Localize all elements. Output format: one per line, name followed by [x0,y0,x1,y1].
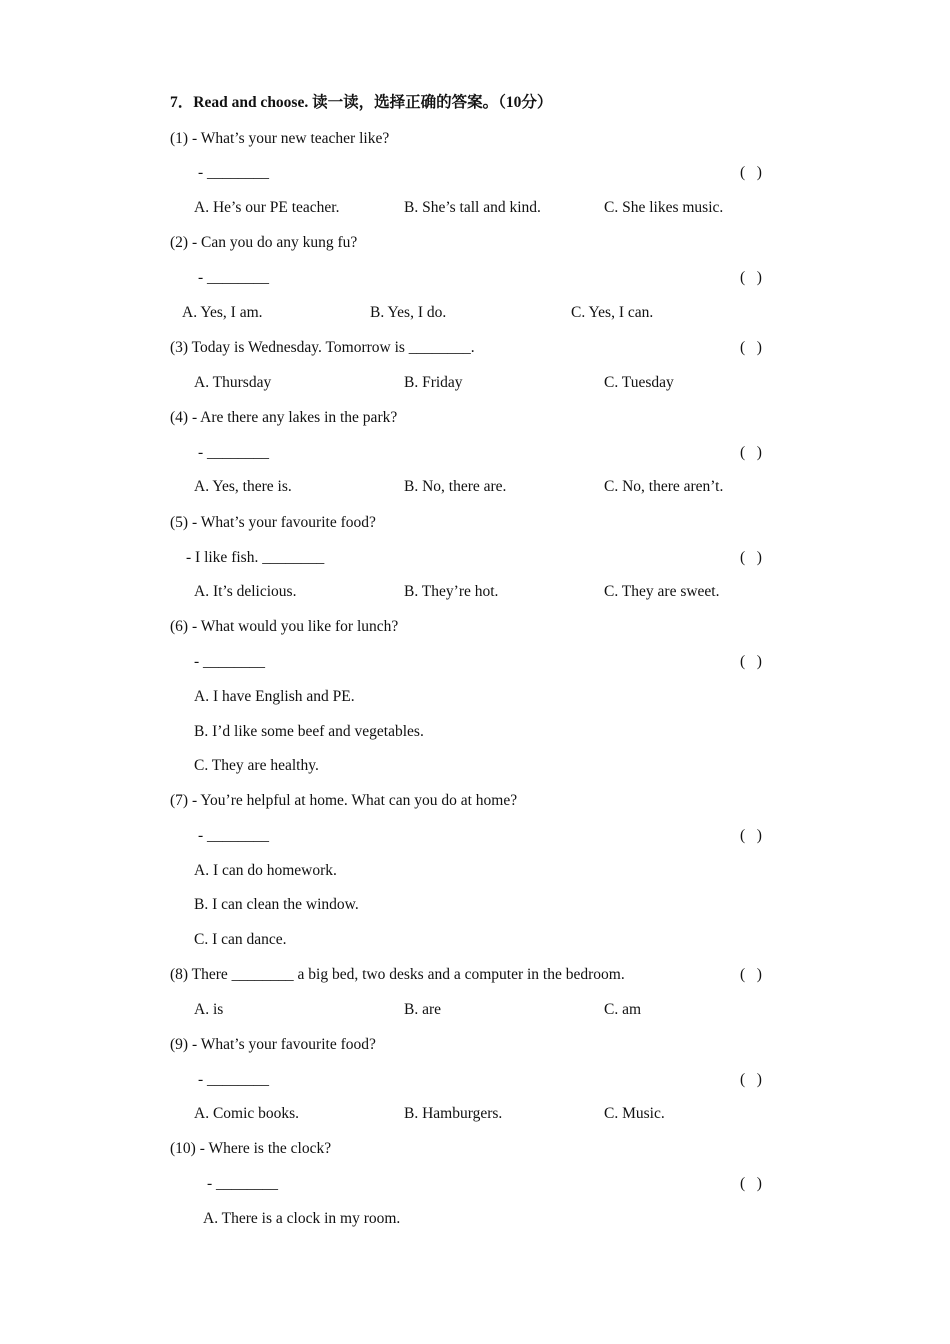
question-5-option-a: A. It’s delicious. [194,583,297,600]
question-3-option-c: C. Tuesday [604,374,674,391]
question-9-option-b: B. Hamburgers. [404,1105,503,1122]
question-1-option-c: C. She likes music. [604,199,724,216]
question-2-option-a: A. Yes, I am. [182,304,263,321]
question-5-stem: (5) - What’s your favourite food? [170,514,376,531]
question-8-answer-blank[interactable]: ( ) [740,966,762,983]
question-6-stem: (6) - What would you like for lunch? [170,618,399,635]
question-7-option-c: C. I can dance. [194,931,287,948]
question-7-option-a: A. I can do homework. [194,862,337,879]
question-9-stem: (9) - What’s your favourite food? [170,1036,376,1053]
question-8-stem: (8) There ________ a big bed, two desks and a computer in the bedroom. [170,966,625,983]
question-10-answer-blank[interactable]: ( ) [740,1175,762,1192]
question-4-answer-line: - ________ [198,444,270,461]
question-3-option-b: B. Friday [404,374,463,391]
question-9-option-a: A. Comic books. [194,1105,300,1122]
question-1-answer-blank[interactable]: ( ) [740,164,762,181]
question-4-option-a: A. Yes, there is. [194,478,292,495]
question-1-stem: (1) - What’s your new teacher like? [170,130,390,147]
question-5-answer-blank[interactable]: ( ) [740,549,762,566]
question-10-option-a: A. There is a clock in my room. [203,1210,401,1227]
question-4-stem: (4) - Are there any lakes in the park? [170,409,398,426]
question-7-answer-blank[interactable]: ( ) [740,827,762,844]
question-8-option-a: A. is [194,1001,224,1018]
question-3-answer-blank[interactable]: ( ) [740,339,762,356]
question-5-option-c: C. They are sweet. [604,583,720,600]
question-2-option-c: C. Yes, I can. [571,304,654,321]
question-9-option-c: C. Music. [604,1105,665,1122]
question-2-answer-blank[interactable]: ( ) [740,269,762,286]
question-6-option-a: A. I have English and PE. [194,688,355,705]
question-4-answer-blank[interactable]: ( ) [740,444,762,461]
question-2-answer-line: - ________ [198,269,270,286]
question-8-option-b: B. are [404,1001,442,1018]
question-10-stem: (10) - Where is the clock? [170,1140,332,1157]
question-4-option-c: C. No, there aren’t. [604,478,724,495]
question-5-answer-line: - I like fish. ________ [186,549,325,566]
question-9-answer-blank[interactable]: ( ) [740,1071,762,1088]
question-6-option-c: C. They are healthy. [194,757,319,774]
question-1-answer-line: - ________ [198,164,270,181]
question-7-answer-line: - ________ [198,827,270,844]
question-6-option-b: B. I’d like some beef and vegetables. [194,723,424,740]
question-6-answer-line: - ________ [194,653,266,670]
section-title: 7．Read and choose. 读一读，选择正确的答案。（10分） [170,94,553,111]
question-1-option-a: A. He’s our PE teacher. [194,199,340,216]
question-5-option-b: B. They’re hot. [404,583,499,600]
question-8-option-c: C. am [604,1001,642,1018]
question-2-option-b: B. Yes, I do. [370,304,447,321]
question-3-option-a: A. Thursday [194,374,272,391]
question-6-answer-blank[interactable]: ( ) [740,653,762,670]
question-10-answer-line: - ________ [207,1175,279,1192]
question-1-option-b: B. She’s tall and kind. [404,199,541,216]
question-7-option-b: B. I can clean the window. [194,896,359,913]
question-2-stem: (2) - Can you do any kung fu? [170,234,358,251]
question-3-stem: (3) Today is Wednesday. Tomorrow is ________. [170,339,475,356]
question-7-stem: (7) - You’re helpful at home. What can you do at home? [170,792,518,809]
question-9-answer-line: - ________ [198,1071,270,1088]
question-4-option-b: B. No, there are. [404,478,507,495]
